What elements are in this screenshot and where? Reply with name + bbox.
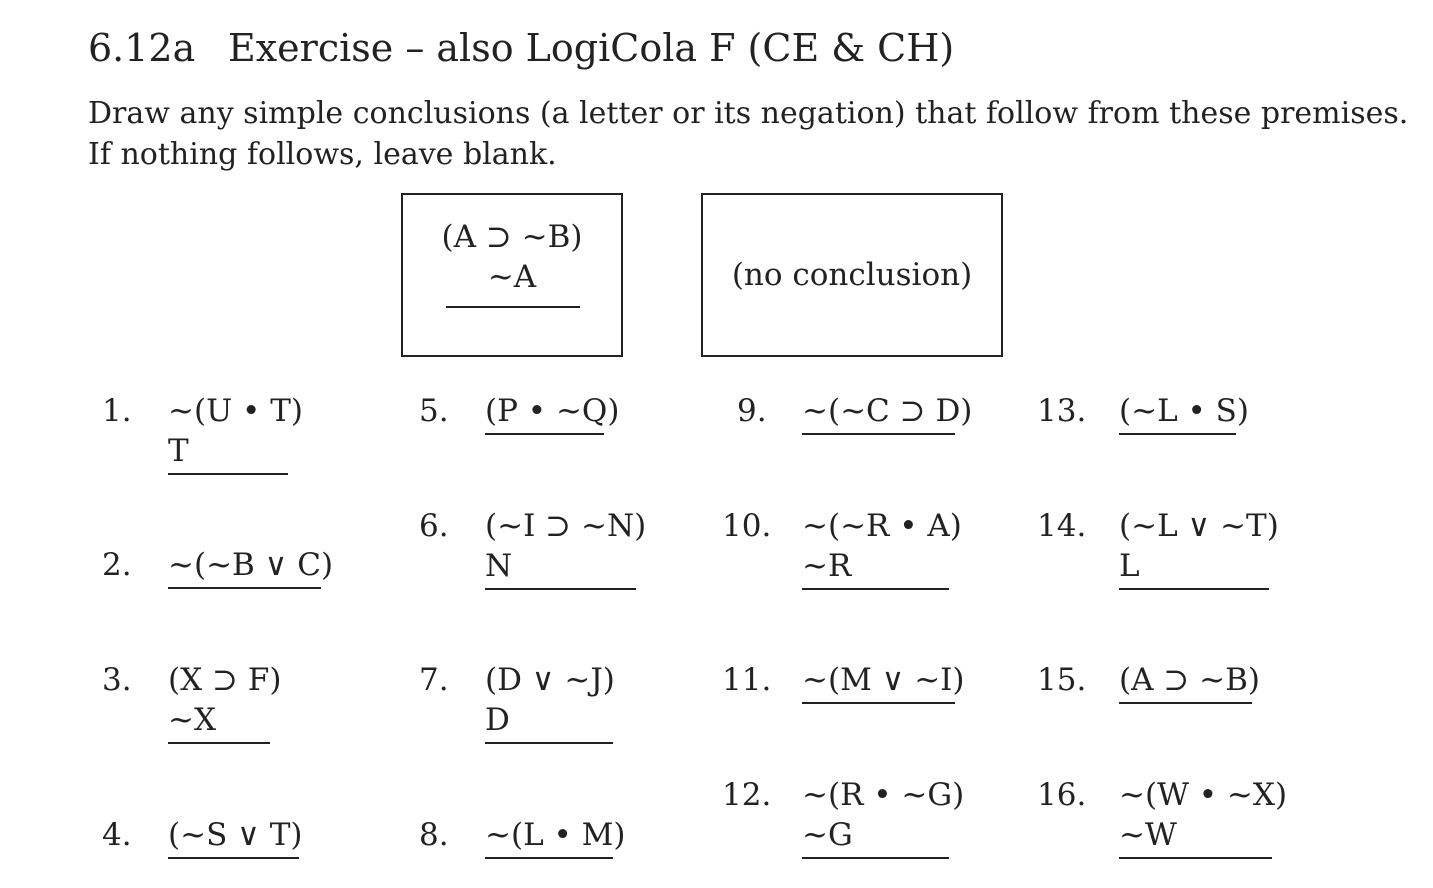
answer-line[interactable] [168,587,321,589]
premise: D [485,702,510,738]
answer-line[interactable] [168,857,299,859]
premise: ~(~C ⊃ D) [802,393,973,429]
problem-11 [700,660,1020,720]
premise: ~(W • ~X) [1119,777,1288,813]
section-number: 6.12a [88,26,196,70]
premise: ~W [1119,817,1177,853]
problem-number: 16. [1037,777,1087,813]
problem-number: 13. [1037,393,1087,429]
answer-line[interactable] [1119,857,1272,859]
problem-number: 12. [722,777,772,813]
problem-number: 5. [419,393,449,429]
problem-6 [400,506,700,606]
premise: ~(~R • A) [802,508,962,544]
example-conclusion-box [701,193,1003,357]
example-conclusion: (no conclusion) [731,257,973,293]
answer-line[interactable] [168,473,288,475]
problem-7 [400,660,700,760]
problem-2 [0,545,400,605]
answer-line[interactable] [802,702,955,704]
problem-number: 1. [102,393,132,429]
problem-10 [700,506,1020,606]
example-premises-box [401,193,623,357]
problem-number: 7. [419,662,449,698]
example-premise-2: ~A [487,259,537,295]
problem-number: 10. [722,508,772,544]
premise: ~X [168,702,217,738]
problem-4 [0,815,400,875]
premise: ~(M ∨ ~I) [802,662,965,698]
premise: ~(L • M) [485,817,626,853]
premise: (~S ∨ T) [168,817,303,853]
problem-16 [1020,775,1420,875]
answer-line[interactable] [802,433,955,435]
instructions-line-1: Draw any simple conclusions (a letter or its negation) that follow from these premises. [88,96,1409,131]
problem-5 [400,391,700,451]
problem-13 [1020,391,1420,451]
problem-number: 8. [419,817,449,853]
problem-number: 15. [1037,662,1087,698]
answer-line[interactable] [168,742,270,744]
premise: N [485,548,513,584]
answer-line[interactable] [485,857,613,859]
answer-line[interactable] [802,857,949,859]
premise: (~I ⊃ ~N) [485,508,647,544]
premise: ~(~B ∨ C) [168,547,334,583]
premise: (X ⊃ F) [168,662,282,698]
problem-15 [1020,660,1420,720]
answer-line[interactable] [1119,588,1269,590]
answer-line[interactable] [802,588,949,590]
problem-number: 2. [102,547,132,583]
instructions-line-2: If nothing follows, leave blank. [88,137,557,172]
premise: ~R [802,548,852,584]
problem-number: 11. [722,662,772,698]
exercise-title: Exercise – also LogiCola F (CE & CH) [228,26,955,70]
premise: (D ∨ ~J) [485,662,615,698]
exercise-heading [88,22,954,74]
answer-line[interactable] [1119,702,1252,704]
problem-8 [400,815,700,875]
example-rule [446,306,580,308]
problem-number: 3. [102,662,132,698]
premise: (A ⊃ ~B) [1119,662,1261,698]
problem-number: 4. [102,817,132,853]
answer-line[interactable] [485,742,613,744]
problem-number: 6. [419,508,449,544]
premise: ~(U • T) [168,393,303,429]
premise: T [168,433,189,469]
problem-3 [0,660,400,760]
problem-1 [0,391,400,491]
problem-number: 14. [1037,508,1087,544]
premise: ~G [802,817,853,853]
problem-number: 9. [737,393,767,429]
premise: ~(R • ~G) [802,777,965,813]
answer-line[interactable] [485,588,636,590]
problem-9 [700,391,1020,451]
answer-line[interactable] [485,433,604,435]
example-premise-1: (A ⊃ ~B) [441,219,583,255]
premise: (P • ~Q) [485,393,620,429]
problem-12 [700,775,1020,875]
answer-line[interactable] [1119,433,1236,435]
premise: (~L • S) [1119,393,1249,429]
premise: L [1119,548,1140,584]
premise: (~L ∨ ~T) [1119,508,1279,544]
problem-14 [1020,506,1420,606]
